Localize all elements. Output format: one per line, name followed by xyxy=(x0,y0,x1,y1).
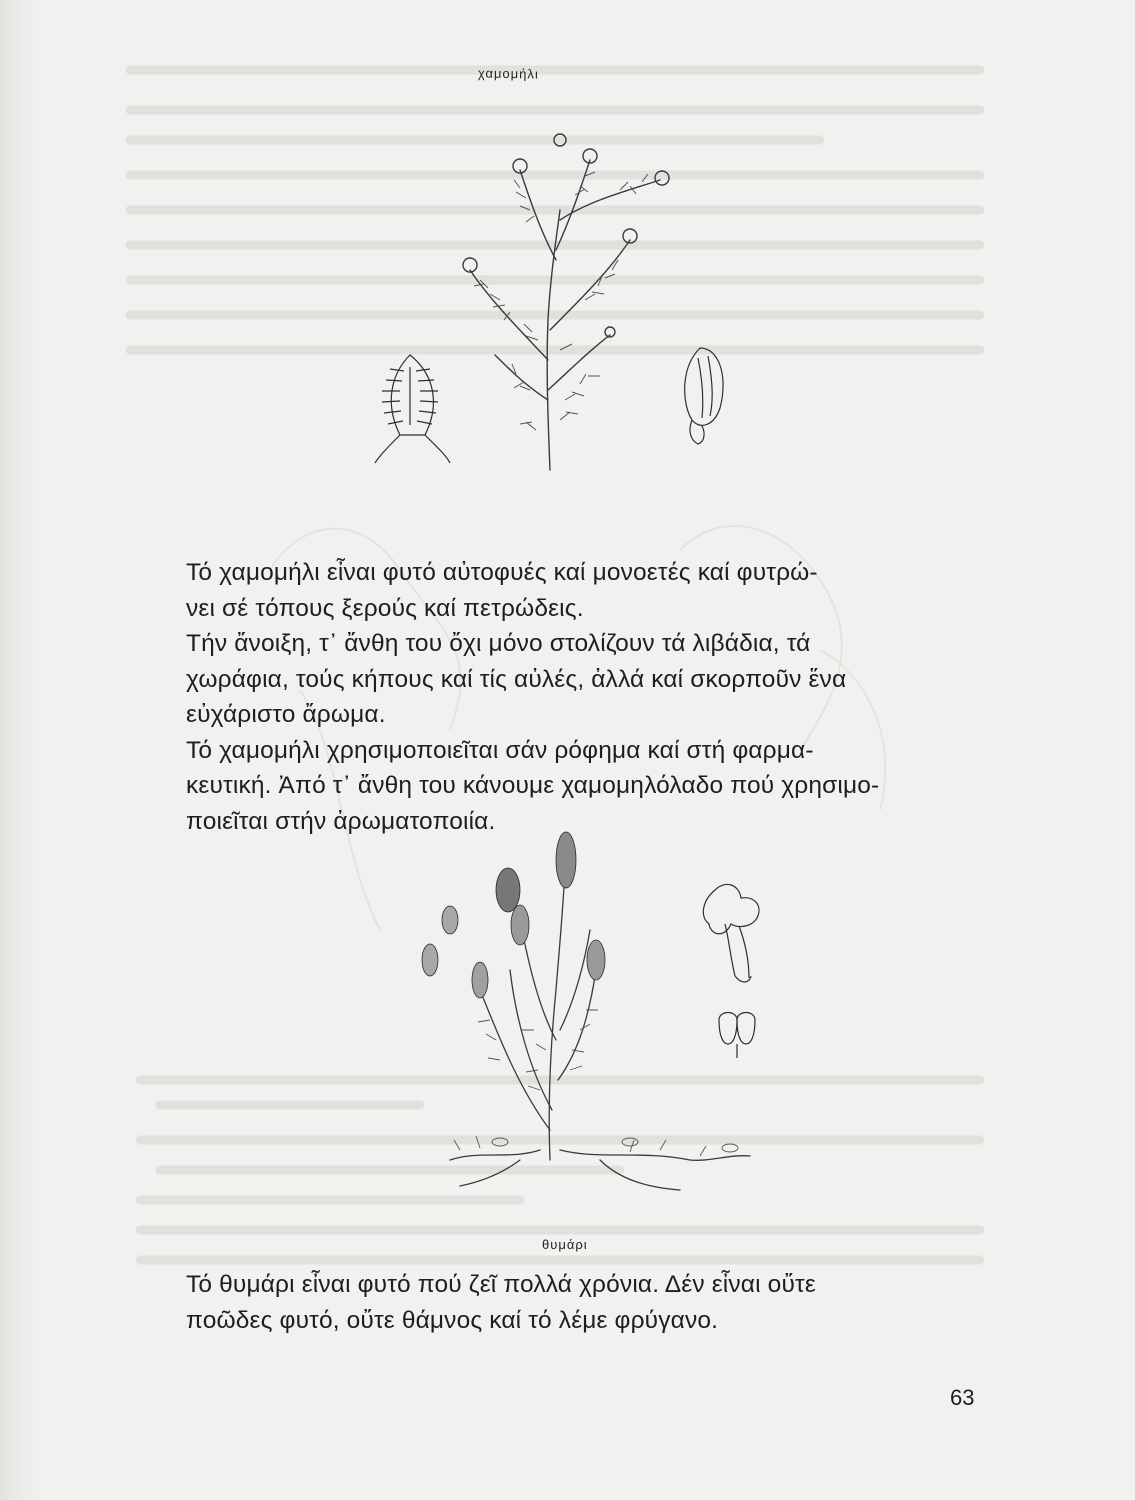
p2-line-1: Τήν ἄνοιξη, τ᾽ ἄνθη του ὄχι μόνο στολίζουν τά λιβάδια, τά xyxy=(186,630,811,657)
p2-line-2: χωράφια, τούς κήπους καί τίς αὐλές, ἀλλά καί σκορποῦν ἕνα xyxy=(186,665,847,693)
p1-line-2: νει σέ τόπους ξερούς καί πετρώδεις. xyxy=(186,594,584,622)
thyme-illustration xyxy=(400,830,820,1230)
p2-line-3: εὐχάριστο ἄρωμα. xyxy=(186,701,386,728)
page-edge-shadow xyxy=(0,0,38,1500)
paragraph-3 xyxy=(186,733,986,840)
paragraph-4 xyxy=(186,1267,986,1338)
p3-line-2: κευτική. Ἀπό τ᾽ ἄνθη του κάνουμε χαμομηλόλαδο πού χρησιμο- xyxy=(186,772,880,799)
p4-line-1: Τό θυμάρι εἶναι φυτό πού ζεῖ πολλά χρόνια. Δέν εἶναι οὔτε xyxy=(186,1271,816,1298)
p3-line-3: ποιεῖται στήν ἀρωματοποιία. xyxy=(186,807,496,835)
paragraph-2 xyxy=(186,626,986,733)
page-number: 63 xyxy=(950,1385,975,1410)
p1-line-1: Τό χαμομήλι εἶναι φυτό αὐτοφυές καί μονοετές καί φυτρώ- xyxy=(186,559,818,586)
p3-line-1: Τό χαμομήλι χρησιμοποιεῖται σάν ρόφημα καί στή φαρμα- xyxy=(186,736,814,764)
text-block-chamomile xyxy=(186,555,986,839)
chamomile-illustration xyxy=(360,100,780,480)
p4-line-2: ποῶδες φυτό, οὔτε θάμνος καί τό λέμε φρύγανο. xyxy=(186,1306,719,1334)
paragraph-1 xyxy=(186,555,986,626)
chamomile-caption: χαμομήλι xyxy=(477,65,539,82)
thyme-caption: θυμάρι xyxy=(542,1237,588,1252)
text-block-thyme xyxy=(186,1267,986,1338)
